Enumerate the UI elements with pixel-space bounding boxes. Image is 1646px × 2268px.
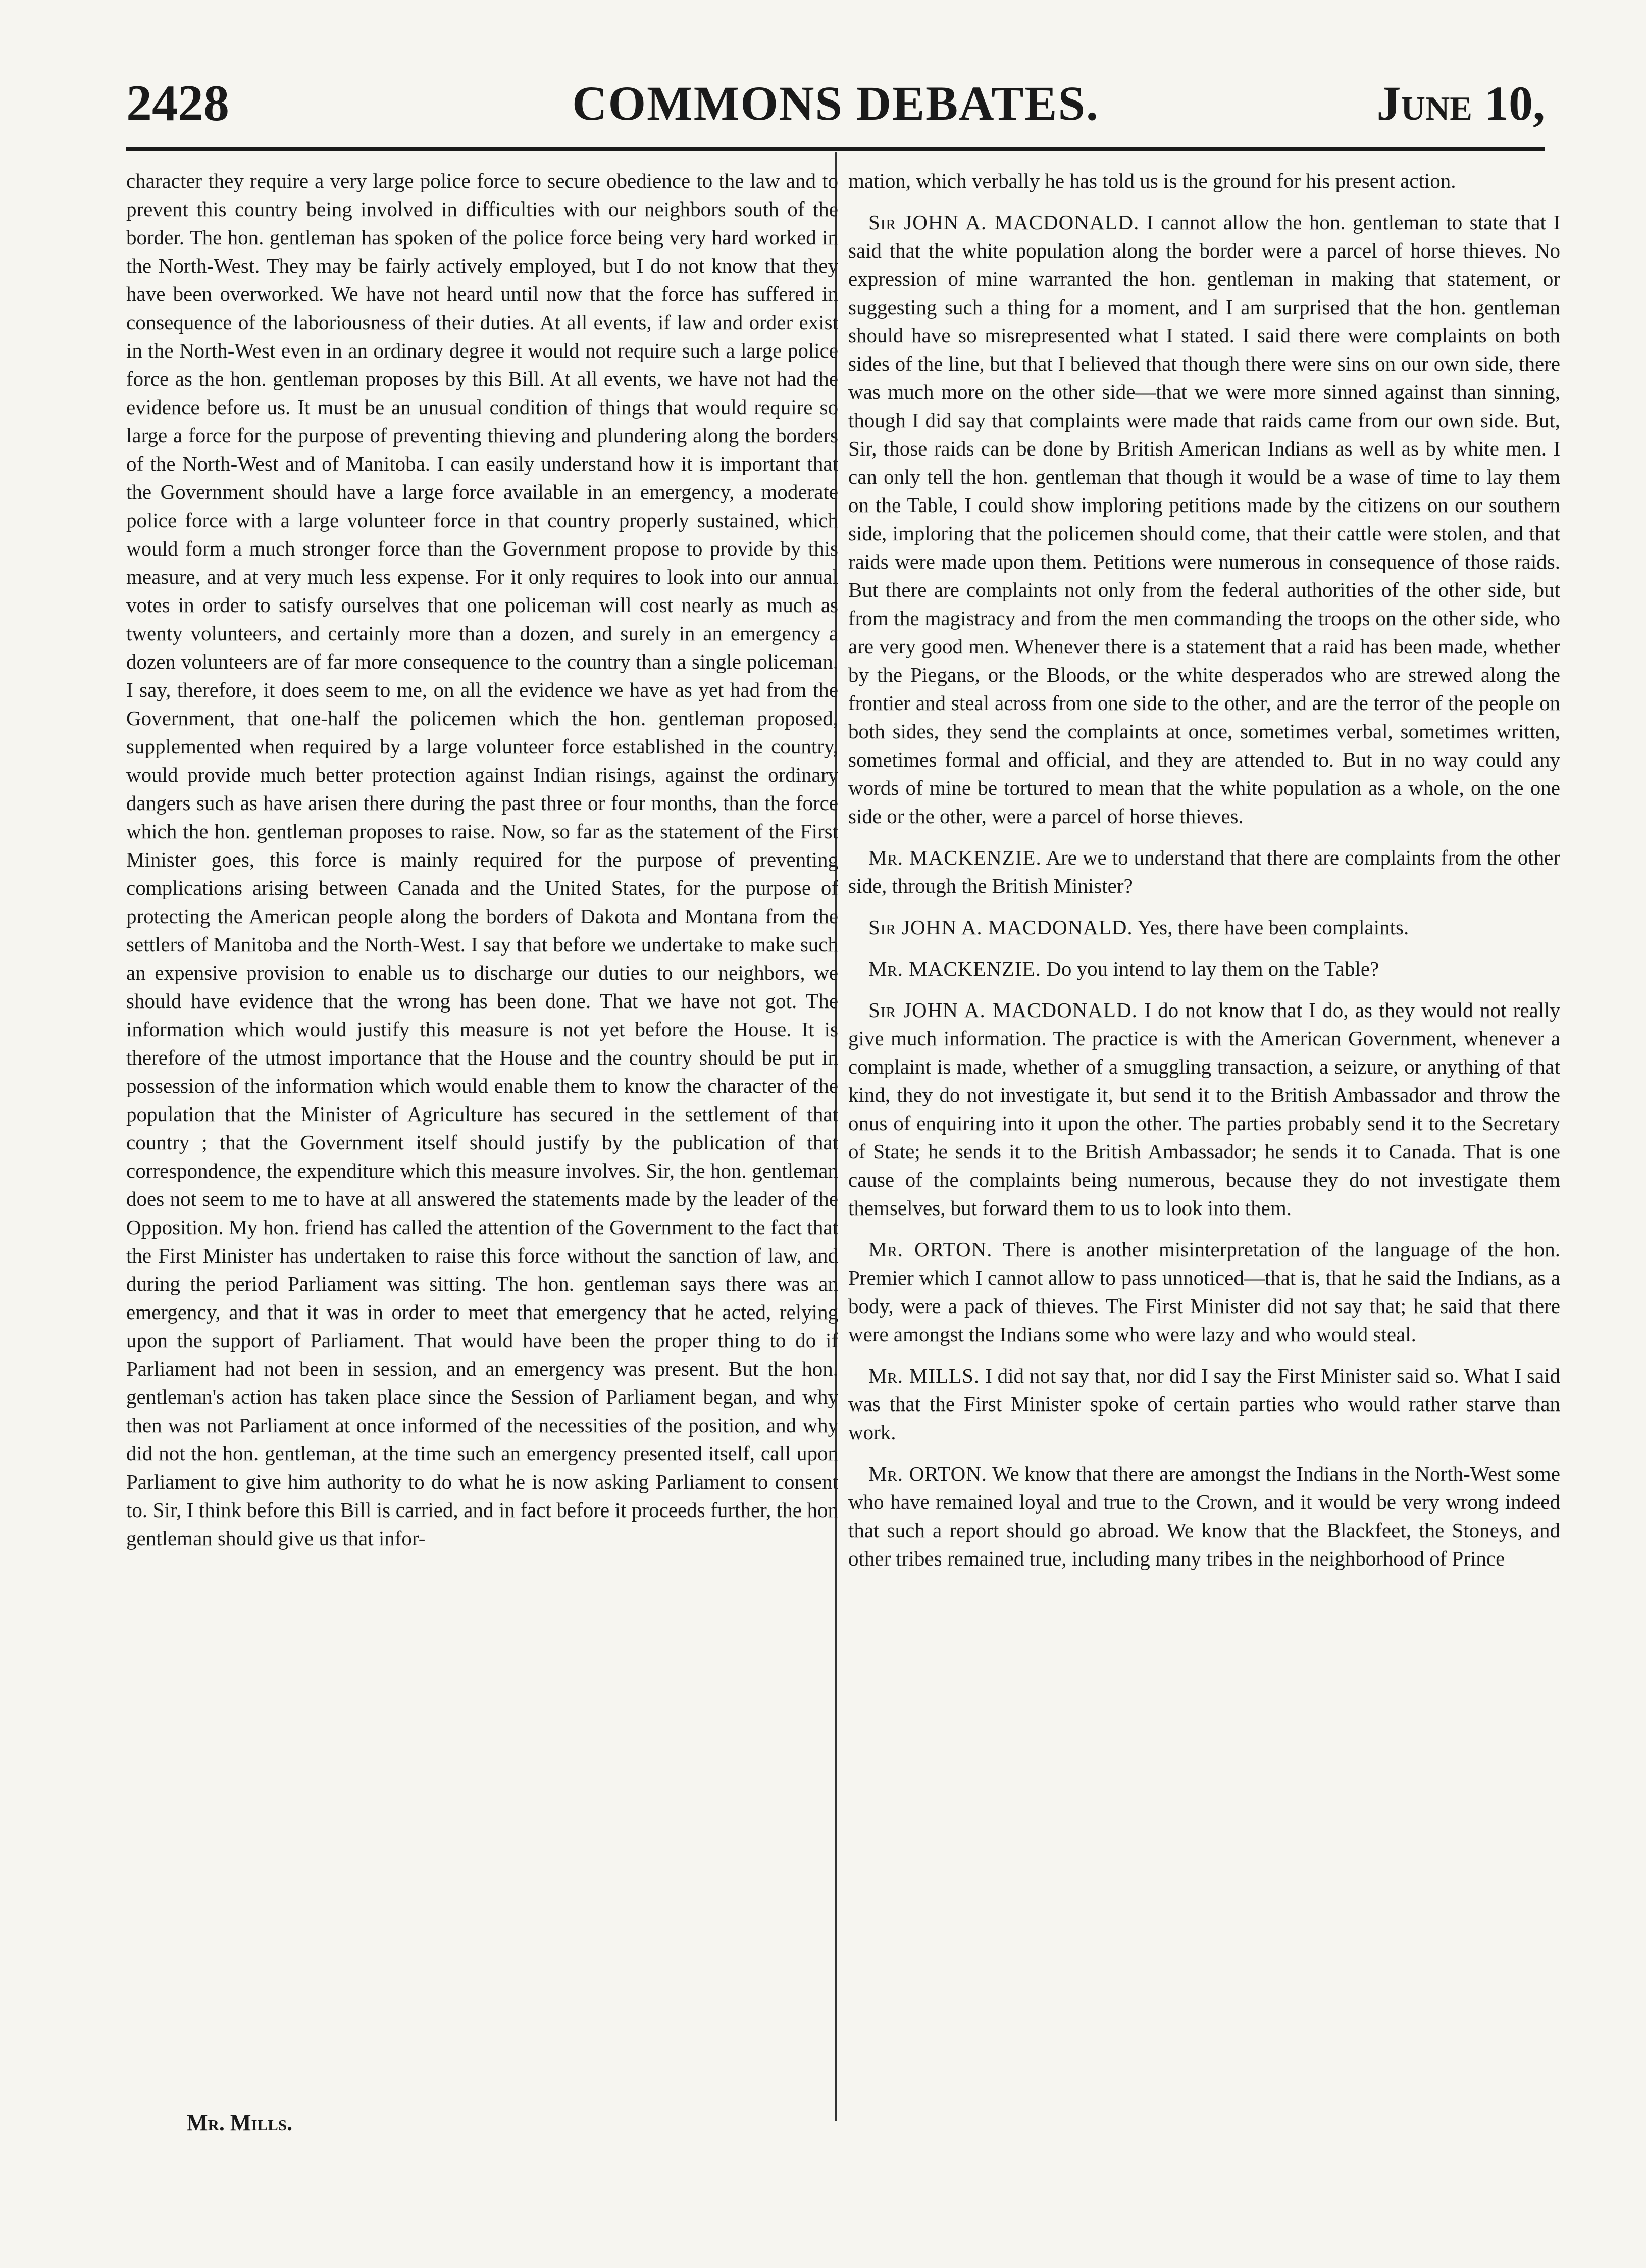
speech-text: Yes, there have been complaints. (1137, 916, 1409, 939)
speech-text: Do you intend to lay them on the Table? (1046, 957, 1379, 980)
left-column-text: character they require a very large police force to secure obedience to the law and to prevent this country being involved in difficulties with our neighbors south of the border. The hon. gentleman has spoken of the police force being very hard worked in the North-West. They may be fairly actively employed, but I do not know that they have been overworked. We have not heard until now that the force has suffered in consequence of the laboriousness of their duties. At all events, if law and order exist in the North-West even in an ordinary degree it would not require such a large police force as the hon. gentleman proposes by this Bill. At all events, we have not had the evidence before us. It must be an unusual condition of things that would require so large a force for the purpose of preventing thieving and plundering along the borders of the North-West and of Manitoba. I can easily understand how it is important that the Government should have a large force available in an emergency, a moderate police force with a large volunteer force in that country properly sustained, which would form a much stronger force than the Government propose to provide by this measure, and at very much less expense. For it only requires to look into our annual votes in order to satisfy ourselves that one policeman will cost nearly as much as twenty volunteers, and certainly more than a dozen, and surely in an emergency a dozen volunteers are of far more consequence to the country than a single policeman. I say, therefore, it does seem to me, on all the evidence we have as yet had from the Government, that one-half the policemen which the hon. gentleman proposed, supplemented when required by a large volunteer force established in the country, would provide much better protection against Indian risings, against the ordinary dangers such as have arisen there during the past three or four months, than the force which the hon. gentleman proposes to raise. Now, so far as the statement of the First Minister goes, this force is mainly required for the purpose of preventing complications arising between Canada and the United States, for the purpose of protecting the American people along the borders of Dakota and Montana from the settlers of Manitoba and the North-West. I say that before we undertake to make such an expensive provision to enable us to discharge our duties to our neighbors, we should have evidence that the wrong has been done. That we have not got. The information which would justify this measure is not yet before the House. It is therefore of the utmost importance that the House and the country should be put in possession of the information which would enable them to know the character of the population that the Minister of Agriculture has secured in the settlement of that country ; that the Government itself should justify by the publication of that correspondence, the expenditure which this measure involves. Sir, the hon. gentleman does not seem to me to have at all answered the statements made by the leader of the Opposition. My hon. friend has called the attention of the Government to the fact that the First Minister has undertaken to raise this force without the sanction of law, and during the period Parliament was sitting. The hon. gentleman says there was an emergency, and that it was in order to meet that emergency that he acted, relying upon the support of Parliament. That would have been the proper thing to do if Parliament had not been in session, and an emergency was present. But the hon. gentleman's action has taken place since the Session of Parliament began, and why then was not Parliament at once informed of the necessities of the position, and why did not the hon. gentleman, at the time such an emergency presented itself, call upon Parliament to give him authority to do what he is now asking Parliament to consent to. Sir, I think before this Bill is carried, and in fact before it proceeds further, the hon gentleman should give us that infor- (126, 169, 838, 1550)
page-date: June 10, (1376, 76, 1545, 130)
speech (848, 208, 1560, 830)
left-column (126, 167, 838, 2096)
speech (848, 1235, 1560, 1348)
speech (848, 1362, 1560, 1446)
speech-text: We know that there are amongst the Indians in the North-West some who have remained loyal and true to the Crown, and it would be very wrong indeed that such a report should go abroad. We know that the Blackfeet, the Stoneys, and other tribes remained true, including many tribes in the neighborhood of Prince (848, 1462, 1560, 1570)
speech-text: Are we to understand that there are complaints from the other side, through the British Minister? (848, 846, 1560, 897)
speaker-name: Mr. ORTON. (868, 1238, 993, 1261)
right-column (848, 167, 1560, 2096)
right-column-continuation: mation, which verbally he has told us is the ground for his present action. (848, 169, 1456, 192)
speech-text: I do not know that I do, as they would not really give much information. The practice is with the American Government, whenever a complaint is made, whether of a smuggling transaction, a seizure, or anything of that kind, they do not investigate it, but send it to the British Ambassador and throw the onus of enquiring into it upon the other. The parties probably send it to the Secretary of State; he sends it to the British Ambassador; he sends it to Canada. That is one cause of the complaints being numerous, because they do not investigate them themselves, but forward them to us to look into them. (848, 998, 1560, 1220)
speaker-name: Mr. MILLS. (868, 1364, 980, 1387)
speaker-name: Sir JOHN A. MACDONALD. (868, 916, 1133, 939)
speaker-name: Sir JOHN A. MACDONALD. (868, 998, 1138, 1022)
page-number: 2428 (126, 75, 229, 132)
speech (848, 996, 1560, 1222)
speech-text: I did not say that, nor did I say the First Minister said so. What I said was that the First Minister spoke of certain parties who would rather starve than work. (848, 1364, 1560, 1444)
speech (848, 954, 1560, 983)
page-title: COMMONS DEBATES. (572, 76, 1099, 130)
speaker-name: Mr. MACKENZIE. (868, 846, 1042, 869)
speech (848, 1459, 1560, 1573)
speaker-name: Sir JOHN A. MACDONALD. (868, 211, 1140, 234)
running-footer: Mr. Mills. (187, 2110, 293, 2135)
speech (848, 913, 1560, 941)
speaker-name: Mr. ORTON. (868, 1462, 988, 1485)
page-header (126, 76, 1545, 131)
speech-text: There is another misinterpretation of the language of the hon. Premier which I cannot allow to pass unnoticed—that is, that he said the Indians, as a body, were a pack of thieves. The First Minister did not say that; he said that there were amongst the Indians some who were lazy and who would steal. (848, 1238, 1560, 1346)
header-rule (126, 147, 1545, 151)
speech (848, 843, 1560, 900)
speaker-name: Mr. MACKENZIE. (868, 957, 1041, 980)
speech-text: I cannot allow the hon. gentleman to state that I said that the white population along the border were a parcel of horse thieves. No expression of mine warranted the hon. gentleman in making that statement, or suggesting such a thing for a moment, and I am surprised that the hon. gentleman should have so misrepresented what I stated. I said there were complaints on both sides of the line, but that I believed that though there were sins on our own side, there was much more on the other side—that we were more sinned against than sinning, though I did say that complaints were made that raids came from our own side. But, Sir, those raids can be done by British American Indians as well as by white men. I can only tell the hon. gentleman that though it would be a wase of time to lay them on the Table, I could show imploring petitions made by the citizens on our southern side, imploring that the policemen should come, that their cattle were stolen, and that raids were made upon them. Petitions were numerous in consequence of those raids. But there are complaints not only from the federal authorities of the other side, but from the magistracy and from the men commanding the troops on the other side, who are very good men. Whenever there is a statement that a raid has been made, whether by the Piegans, or the Bloods, or the white desperados who are strewed along the frontier and steal across from one side to the other, and are the terror of the people on both sides, they send the complaints at once, sometimes verbal, sometimes written, sometimes formal and official, and they are attended to. But in no way could any words of mine be tortured to mean that the white population as a whole, on the one side or the other, were a parcel of horse thieves. (848, 211, 1560, 828)
